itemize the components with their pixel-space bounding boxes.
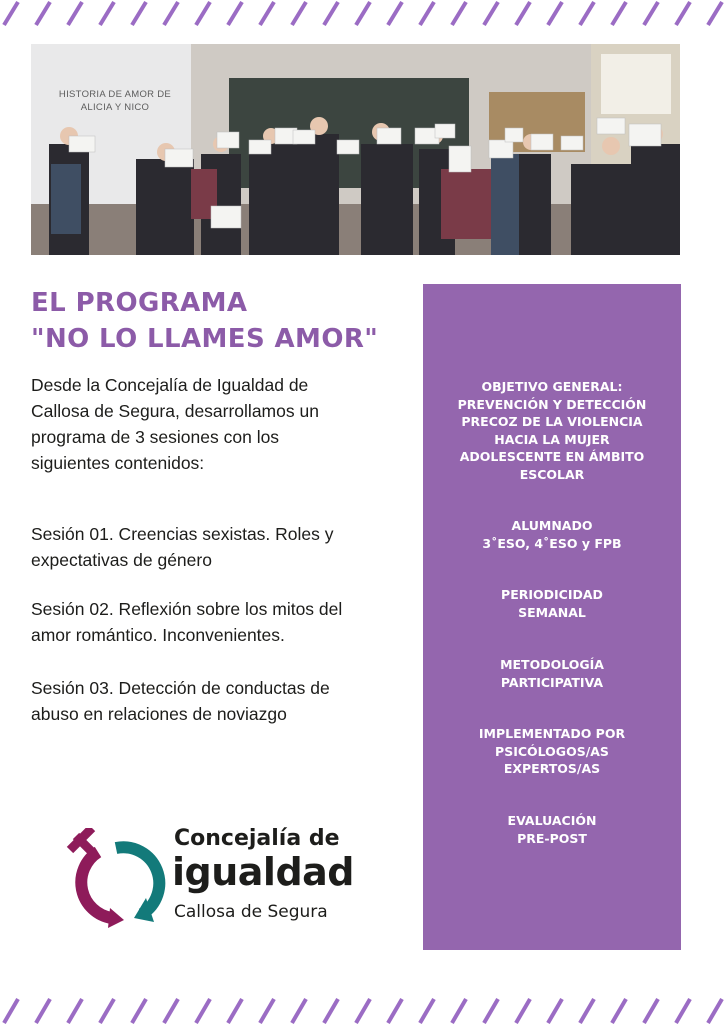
panel-objetivo-line-6: ESCOLAR	[519, 466, 585, 482]
intro-line-4: siguientes contenidos:	[31, 453, 205, 473]
session-01-line-2: expectativas de género	[31, 550, 212, 570]
panel-objetivo-line-2: PREVENCIÓN Y DETECCIÓN	[457, 396, 647, 412]
intro-line-2: Callosa de Segura, desarrollamos un	[31, 401, 319, 421]
intro-line-3: programa de 3 sesiones con los	[31, 427, 280, 447]
panel-metodologia-line-1: METODOLOGÍA	[500, 657, 604, 672]
session-02-line-1: Sesión 02. Reflexión sobre los mitos del	[31, 599, 343, 619]
session-01-line-1: Sesión 01. Creencias sexistas. Roles y	[31, 524, 334, 544]
panel-objetivo	[423, 378, 681, 483]
top-stripe-border	[0, 0, 724, 27]
session-03	[31, 675, 411, 727]
session-01	[31, 521, 411, 573]
panel-implementado	[423, 725, 681, 778]
concejalia-logo	[66, 824, 366, 934]
panel-implementado-line-2: PSICÓLOGOS/AS	[495, 743, 609, 759]
panel-objetivo-line-3: PRECOZ DE LA VIOLENCIA	[461, 414, 643, 429]
panel-periodicidad-line-1: PERIODICIDAD	[501, 587, 603, 602]
whiteboard-text	[35, 88, 195, 114]
panel-objetivo-line-4: HACIA LA MUJER	[494, 431, 610, 447]
gender-symbol-arrows-icon	[66, 828, 166, 928]
logo-text-igualdad: igualdad	[172, 850, 354, 894]
bottom-stripe-border	[0, 996, 724, 1024]
panel-periodicidad-line-2: SEMANAL	[518, 604, 586, 620]
panel-periodicidad	[423, 586, 681, 621]
panel-evaluacion-line-1: EVALUACIÓN	[507, 813, 597, 828]
panel-implementado-line-1: IMPLEMENTADO POR	[478, 726, 626, 741]
whiteboard-line-2: ALICIA Y NICO	[80, 102, 150, 113]
program-title	[31, 285, 411, 357]
panel-alumnado-line-1: ALUMNADO	[511, 518, 593, 533]
panel-alumnado-line-2: 3˚ESO, 4˚ESO y FPB	[482, 535, 622, 551]
panel-objetivo-line-1: OBJETIVO GENERAL:	[481, 379, 623, 394]
session-03-line-2: abuso en relaciones de noviazgo	[31, 704, 287, 724]
panel-metodologia	[423, 656, 681, 691]
logo-text-concejalia: Concejalía de	[174, 826, 340, 851]
panel-metodologia-line-2: PARTICIPATIVA	[500, 674, 604, 690]
intro-paragraph	[31, 372, 391, 476]
panel-alumnado	[423, 517, 681, 552]
panel-evaluacion	[423, 812, 681, 847]
panel-evaluacion-line-2: PRE-POST	[517, 830, 587, 846]
program-title-line-1: EL PROGRAMA	[31, 288, 248, 318]
logo-text-callosa: Callosa de Segura	[174, 902, 328, 922]
classroom-photo	[31, 44, 680, 255]
info-panel	[423, 284, 681, 950]
intro-line-1: Desde la Concejalía de Igualdad de	[31, 375, 309, 395]
panel-objetivo-line-5: ADOLESCENTE EN ÁMBITO	[459, 449, 645, 464]
panel-implementado-line-3: EXPERTOS/AS	[503, 761, 601, 776]
whiteboard-line-1: HISTORIA DE AMOR DE	[58, 89, 172, 100]
session-03-line-1: Sesión 03. Detección de conductas de	[31, 678, 330, 698]
program-title-line-2: "NO LO LLAMES AMOR"	[31, 324, 379, 354]
session-02-line-2: amor romántico. Inconvenientes.	[31, 625, 285, 645]
session-02	[31, 596, 411, 648]
